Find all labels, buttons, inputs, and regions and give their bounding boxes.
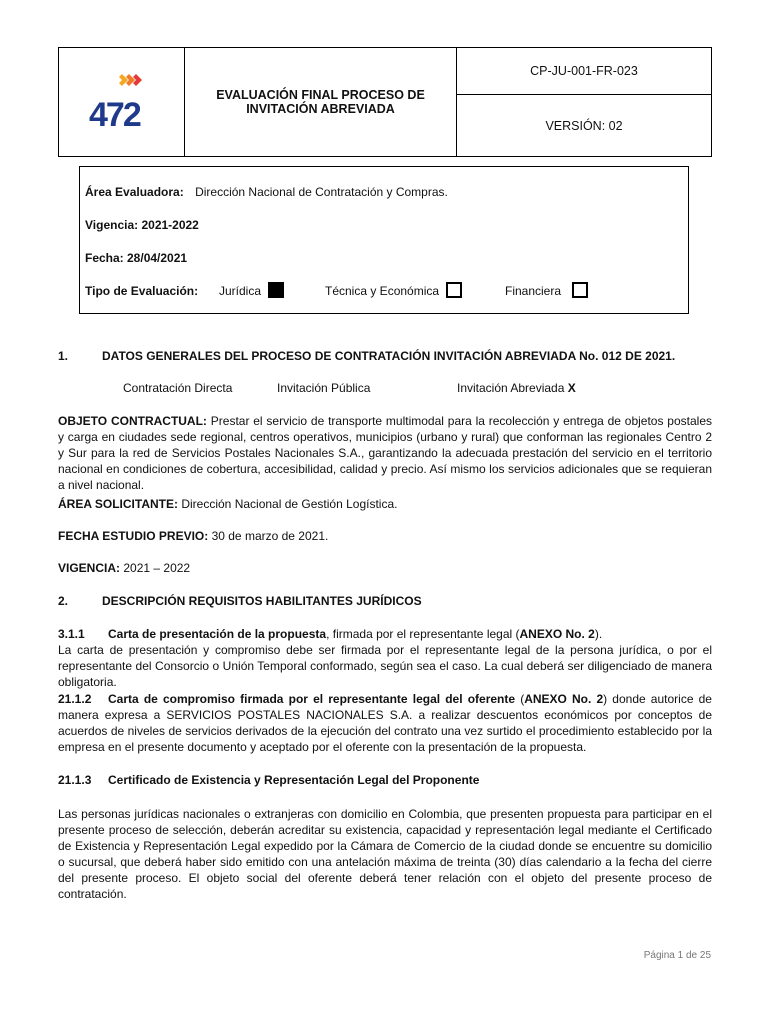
area-evaluadora-row bbox=[85, 185, 448, 199]
section-2-number: 2. bbox=[58, 594, 69, 608]
item-311-body: La carta de presentación y compromiso debe ser firmada por el representante legal de la persona jurídica, o por el representante del Consorcio o Unión Temporal conformado, según sea el caso. La cual deberá ser diligenciado de manera obligatoria. bbox=[58, 643, 712, 689]
fecha-estudio-previo bbox=[58, 528, 712, 544]
vigencia-line bbox=[58, 560, 712, 576]
item-311-number: 3.1.1 bbox=[58, 627, 85, 641]
document-version: VERSIÓN: 02 bbox=[545, 118, 623, 133]
item-2112-title: Carta de compromiso firmada por el representante legal del oferente bbox=[108, 692, 516, 706]
document-code: CP-JU-001-FR-023 bbox=[457, 48, 711, 95]
item-2113-body: Las personas jurídicas nacionales o extranjeras con domicilio en Colombia, que presenten propuesta para participar en el presente proceso de selección, deberán acreditar su existencia, capacidad y representación legal mediante el Certificado de Existencia y Representación Legal expedido por la Cámara de Comercio de la ciudad donde se encuentre su domicilio o sucursal, que deberá haber sido emitido con una antelación máxima de treinta (30) días calendario a la fecha del cierre del presente proceso. El objeto social del oferente deberá tener relación con el objeto del presente proceso de contratación. bbox=[58, 807, 712, 901]
item-311-annex: ANEXO No. 2 bbox=[519, 627, 595, 641]
item-2112-number: 21.1.2 bbox=[58, 692, 92, 706]
vigencia-value: 2021 – 2022 bbox=[123, 561, 191, 575]
item-311-end: ). bbox=[594, 627, 603, 641]
fecha-estudio-value: 30 de marzo de 2021. bbox=[211, 529, 329, 543]
item-311-mid: , firmada por el representante legal ( bbox=[326, 627, 520, 641]
modality-abreviada-label: Invitación Abreviada bbox=[457, 381, 565, 395]
title-line-2: INVITACIÓN ABREVIADA bbox=[246, 102, 395, 116]
area-label: Área Evaluadora: bbox=[85, 185, 184, 199]
fecha-row: Fecha: 28/04/2021 bbox=[85, 251, 188, 265]
page-number: Página 1 de 25 bbox=[643, 950, 711, 961]
vigencia-label: VIGENCIA: bbox=[58, 561, 121, 575]
area-solicitante bbox=[58, 496, 712, 512]
objeto-label: OBJETO CONTRACTUAL: bbox=[58, 414, 207, 428]
logo-text: 472 bbox=[89, 96, 140, 134]
section-1-number: 1. bbox=[58, 349, 69, 363]
checkbox-tecnica[interactable] bbox=[446, 282, 462, 298]
title-line-1: EVALUACIÓN FINAL PROCESO DE bbox=[216, 88, 425, 102]
modality-publica: Invitación Pública bbox=[277, 381, 371, 395]
item-311 bbox=[58, 626, 712, 690]
objeto-contractual bbox=[58, 413, 712, 493]
option-juridica-label: Jurídica bbox=[219, 284, 262, 298]
area-value: Dirección Nacional de Contratación y Compras. bbox=[195, 185, 448, 199]
item-2113-title: Certificado de Existencia y Representación Legal del Proponente bbox=[108, 773, 480, 787]
tipo-label: Tipo de Evaluación: bbox=[85, 284, 199, 298]
evaluation-info-box bbox=[79, 166, 689, 314]
item-2112 bbox=[58, 691, 712, 755]
section-1-heading bbox=[58, 348, 712, 364]
item-2113-number: 21.1.3 bbox=[58, 773, 92, 787]
item-2112-annex: ANEXO No. 2 bbox=[524, 692, 604, 706]
logo-chevron-1 bbox=[119, 74, 128, 86]
item-2112-pre-annex: ( bbox=[515, 692, 525, 706]
area-solicitante-value: Dirección Nacional de Gestión Logística. bbox=[181, 497, 398, 511]
option-tecnica-label: Técnica y Económica bbox=[325, 284, 440, 298]
item-2112-body: ) donde autorice de manera expresa a SERVICIOS POSTALES NACIONALES S.A. a realizar descuentos económicos por conceptos de acuerdos de niveles de servicios derivados de la ejecución del contrato una vez surtido el procedimiento establecido por la empresa en el presente documento y aceptado por el oferente con la presentación de la propuesta. bbox=[58, 692, 712, 754]
option-financiera-label: Financiera bbox=[505, 284, 562, 298]
checkbox-financiera[interactable] bbox=[572, 282, 588, 298]
vigencia-row: Vigencia: 2021-2022 bbox=[85, 218, 199, 232]
document-title bbox=[185, 48, 457, 156]
logo-cell bbox=[59, 48, 185, 156]
modality-directa: Contratación Directa bbox=[123, 381, 233, 395]
company-logo bbox=[59, 48, 185, 156]
section-2-title: DESCRIPCIÓN REQUISITOS HABILITANTES JURÍDICOS bbox=[102, 594, 422, 608]
section-2-heading bbox=[58, 593, 712, 609]
fecha-estudio-label: FECHA ESTUDIO PREVIO: bbox=[58, 529, 209, 543]
section-1-title: DATOS GENERALES DEL PROCESO DE CONTRATACIÓN INVITACIÓN ABREVIADA No. 012 DE 2021. bbox=[102, 349, 676, 363]
item-2113-heading bbox=[58, 772, 712, 788]
checkbox-juridica[interactable] bbox=[268, 282, 284, 298]
objeto-text: Prestar el servicio de transporte multimodal para la recolección y entrega de objetos postales y carga en ciudades sede regional, centros operativos, municipios (urbano y rural) que conforman las regionales Centro 2 y Sur para la red de Servicios Postales Nacionales S.A., garantizando la adecuada prestación del servicio en el territorio nacional en condiciones de cobertura, accesibilidad, calidad y precio. Así mismo los servicios adicionales que se requieran a nivel nacional. bbox=[58, 414, 712, 492]
modality-abreviada bbox=[457, 381, 576, 395]
modality-selected-mark: X bbox=[567, 381, 576, 395]
document-header bbox=[58, 47, 712, 157]
item-311-title: Carta de presentación de la propuesta bbox=[108, 627, 327, 641]
area-solicitante-label: ÁREA SOLICITANTE: bbox=[58, 497, 178, 511]
